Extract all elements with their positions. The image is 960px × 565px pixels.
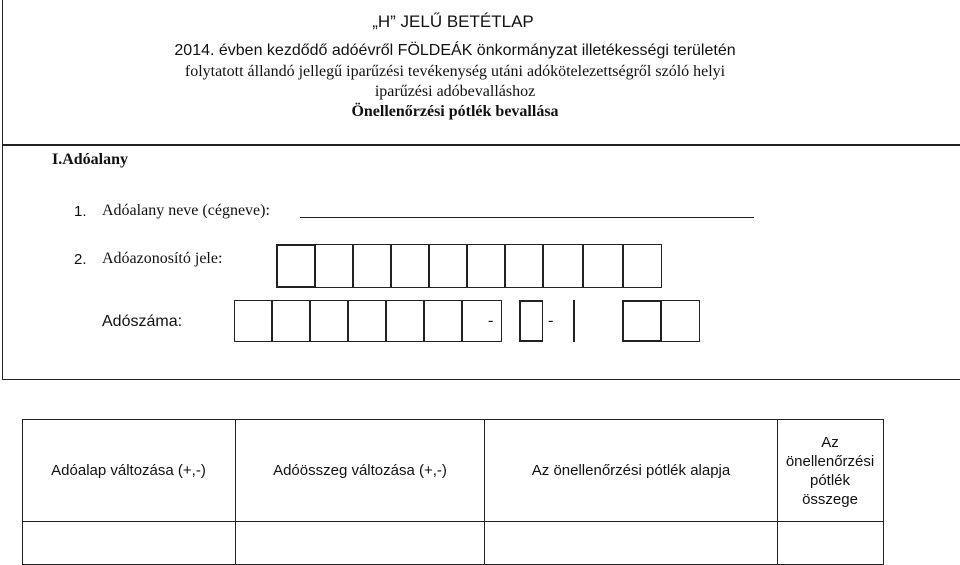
tax-number-digit[interactable]: [423, 300, 463, 342]
header-line-2: folytatott állandó jellegű iparűzési tevékenység utáni adókötelezettségről szóló helyi: [184, 63, 726, 80]
taxpayer-name-label: Adóalany neve (cégneve):: [102, 202, 270, 219]
tax-id-digit[interactable]: [276, 244, 316, 288]
tax-id-label: Adóazonosító jele:: [102, 250, 223, 267]
header-line-3: iparűzési adóbevalláshoz: [374, 83, 536, 100]
tax-id-digit[interactable]: [428, 244, 468, 288]
table-cell-tax-base[interactable]: [22, 522, 235, 564]
tax-number-dash-2: -: [548, 312, 554, 329]
table-cell-penalty-amount[interactable]: [778, 522, 884, 564]
tax-number-digit[interactable]: [573, 300, 575, 342]
tax-id-digit[interactable]: [622, 244, 662, 288]
tax-number-digit[interactable]: [385, 300, 425, 342]
header-line-1: 2014. évben kezdődő adóévről FÖLDEÁK önkormányzat illetékességi területén: [174, 42, 736, 59]
section-heading: I.Adóalany: [52, 151, 129, 168]
form-title: „H” JELŰ BETÉTLAP: [372, 12, 534, 31]
column-header-tax-base: Adóalap változása (+,-): [51, 462, 206, 479]
tax-number-digit[interactable]: [519, 300, 543, 342]
tax-number-digit[interactable]: [660, 300, 700, 342]
tax-id-digit[interactable]: [352, 244, 392, 288]
tax-id-digit[interactable]: [314, 244, 354, 288]
tax-number-dash-1: -: [488, 312, 494, 329]
tax-number-digit[interactable]: [622, 300, 662, 342]
tax-id-digit[interactable]: [582, 244, 624, 288]
column-header-tax-amount: Adóösszeg változása (+,-): [273, 462, 447, 479]
item-1-number: 1.: [74, 203, 87, 220]
tax-number-digit[interactable]: [347, 300, 387, 342]
tax-number-digit[interactable]: [309, 300, 349, 342]
tax-id-digit[interactable]: [466, 244, 506, 288]
tax-id-digit[interactable]: [542, 244, 584, 288]
table-cell-penalty-base[interactable]: [485, 522, 777, 564]
taxpayer-name-field[interactable]: [300, 217, 754, 218]
tax-number-digit[interactable]: [271, 300, 311, 342]
tax-id-digit[interactable]: [504, 244, 544, 288]
column-header-penalty-amount: Az önellenőrzési pótlék összege: [785, 433, 875, 508]
tax-number-digit[interactable]: [234, 300, 273, 342]
tax-number-label: Adószáma:: [102, 313, 183, 330]
table-cell-tax-amount[interactable]: [236, 522, 484, 564]
item-2-number: 2.: [74, 251, 87, 268]
tax-number-digit[interactable]: [461, 300, 502, 342]
column-header-penalty-base: Az önellenőrzési pótlék alapja: [531, 462, 731, 479]
tax-id-digit[interactable]: [390, 244, 430, 288]
form-subtitle: Önellenőrzési pótlék bevallása: [351, 103, 559, 120]
